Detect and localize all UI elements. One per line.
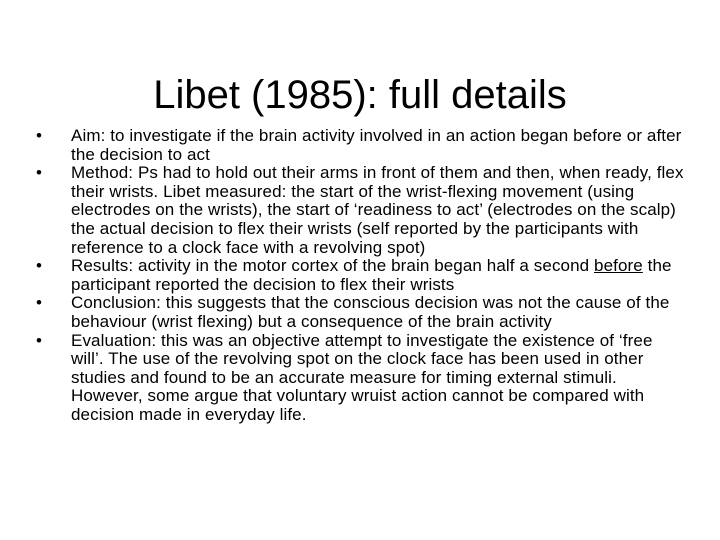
bullet-list — [36, 127, 686, 425]
bullet-text: Method: Ps had to hold out their arms in front of them and then, when ready, flex their wrists. Libet measured: the start of the wrist-flexing movement (using electrodes on the wrists), the start of ‘readiness to act’ (electrodes on the scalp) the actual decision to flex their wrists (self reported by the participants with reference to a clock face with a revolving spot) — [71, 163, 684, 257]
bullet-dot-icon: • — [36, 330, 43, 350]
bullet-text-part: the participant reported the decision to flex their wrists — [71, 256, 672, 294]
bullet-text: Conclusion: this suggests that the conscious decision was not the cause of the behaviour (wrist flexing) but a consequence of the brain activity — [71, 293, 670, 331]
bullet-aim — [36, 127, 686, 164]
underlined-emphasis: before — [594, 256, 643, 276]
bullet-text — [71, 256, 672, 294]
bullet-method — [36, 164, 686, 257]
bullet-conclusion — [36, 294, 686, 331]
bullet-evaluation — [36, 332, 686, 425]
bullet-text: Aim: to investigate if the brain activity involved in an action began before or after the decision to act — [71, 126, 682, 164]
bullet-dot-icon: • — [36, 126, 43, 145]
bullet-text: Evaluation: this was an objective attempt to investigate the existence of ‘free will’. The use of the revolving spot on the clock face has been used in other studies and found to be an accurate measure for timing external stimuli. However, some argue that voluntary wruist action cannot be compared with decision made in everyday life. — [71, 330, 653, 424]
bullet-dot-icon: • — [36, 293, 43, 313]
bullet-text-part: Results: activity in the motor cortex of the brain began half a second — [71, 256, 595, 276]
bullet-dot-icon: • — [36, 163, 43, 183]
slide-title: Libet (1985): full details — [153, 72, 567, 117]
bullet-dot-icon: • — [36, 256, 43, 276]
bullet-results — [36, 257, 686, 294]
